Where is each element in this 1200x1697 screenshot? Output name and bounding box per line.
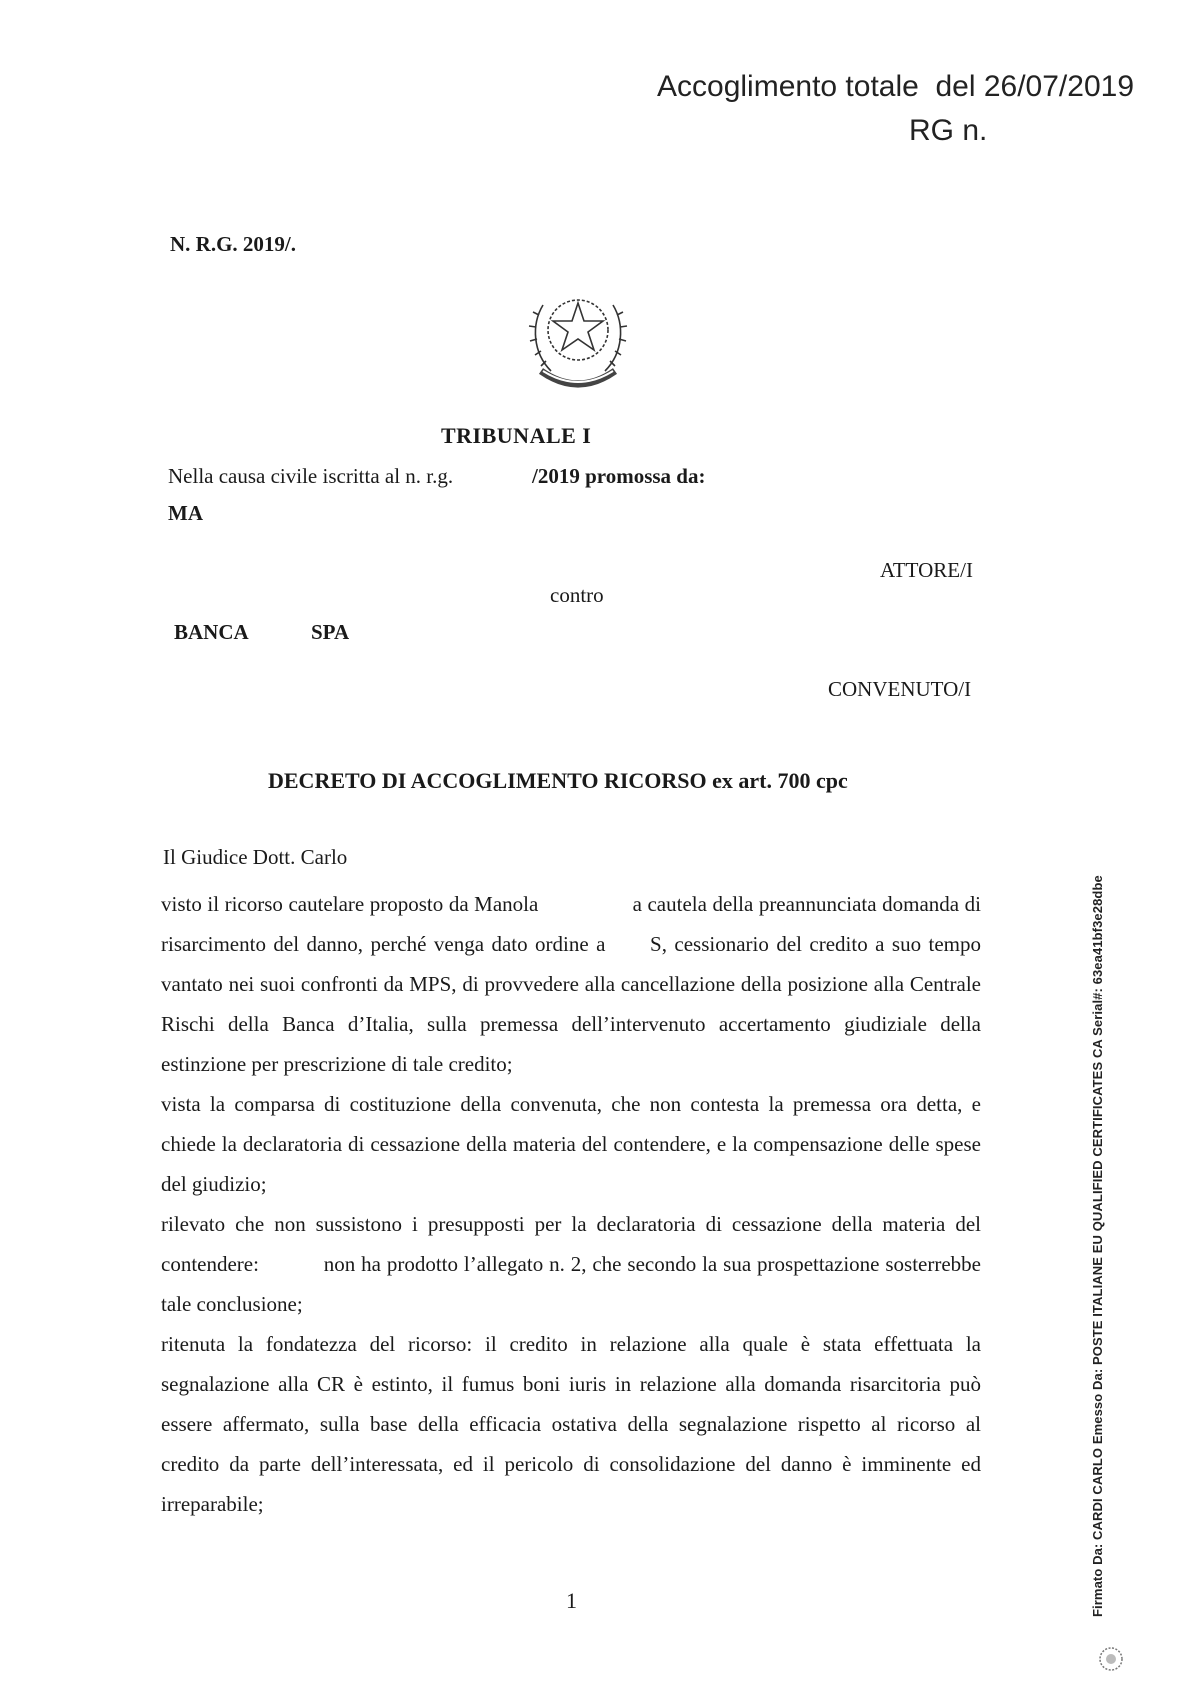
judge-line: Il Giudice Dott. Carlo [163, 845, 348, 869]
defendant-name-part1: BANCA [174, 620, 249, 644]
digital-signature-note: Firmato Da: CARDI CARLO Emesso Da: POSTE ITALIANE EU QUALIFIED CERTIFICATES CA Serial#: 63ea41bf3e28dbe [1090, 875, 1105, 1617]
seal-icon [1097, 1645, 1125, 1673]
emblem-icon [521, 275, 636, 395]
decree-title: DECRETO DI ACCOGLIMENTO RICORSO ex art. 700 cpc [268, 768, 848, 793]
paragraph-fondatezza: ritenuta la fondatezza del ricorso: il credito in relazione alla quale è stata effettuata la segnalazione alla CR è estinto, il fumus boni iuris in relazione alla domanda risarcitoria può essere affermato, sulla base della efficacia ostativa della segnalazione rispetto al ricorso al credito da parte dell’interessata, ed il pericolo di consolidazione del danno è imminente ed irreparabile; [161, 1332, 981, 1516]
defendant-name-part2: SPA [311, 620, 350, 644]
plaintiff-name: MA [168, 501, 203, 525]
decision-stamp-line2: RG n. [909, 114, 988, 147]
decree-body [161, 884, 987, 1524]
plaintiff-role: ATTORE/I [880, 558, 973, 582]
case-registry-number: N. R.G. 2019/. [170, 232, 296, 256]
versus-label: contro [550, 583, 604, 607]
paragraph-rilevato: rilevato che non sussistono i presupposti per la declaratoria di cessazione della materia del contendere: non ha prodotto l’allegato n. 2, che secondo la sua prospettazione sosterrebbe tale conclusione; [161, 1212, 987, 1316]
paragraph-ricorso: visto il ricorso cautelare proposto da Manola a cautela della preannunciata domanda di risarcimento del danno, perché venga dato ordine a S, cessionario del credito a suo tempo vantato nei suoi confronti da MPS, di provvedere alla cancellazione della posizione alla Centrale Rischi della Banca d’Italia, sulla premessa dell’intervenuto accertamento giudiziale della estinzione per prescrizione di tale credito; [161, 892, 987, 1076]
paragraph-comparsa: vista la comparsa di costituzione della convenuta, che non contesta la premessa ora detta, e chiede la declaratoria di cessazione della materia del contendere, e la compensazione delle spese del giudizio; [161, 1092, 981, 1196]
court-name: TRIBUNALE I [441, 423, 592, 448]
case-intro: Nella causa civile iscritta al n. r.g. [168, 464, 454, 488]
decision-stamp-line1: Accoglimento totale del 26/07/2019 [657, 70, 1134, 103]
defendant-role: CONVENUTO/I [828, 677, 972, 701]
page-number: 1 [566, 1588, 577, 1613]
case-number: /2019 promossa da: [532, 464, 706, 488]
